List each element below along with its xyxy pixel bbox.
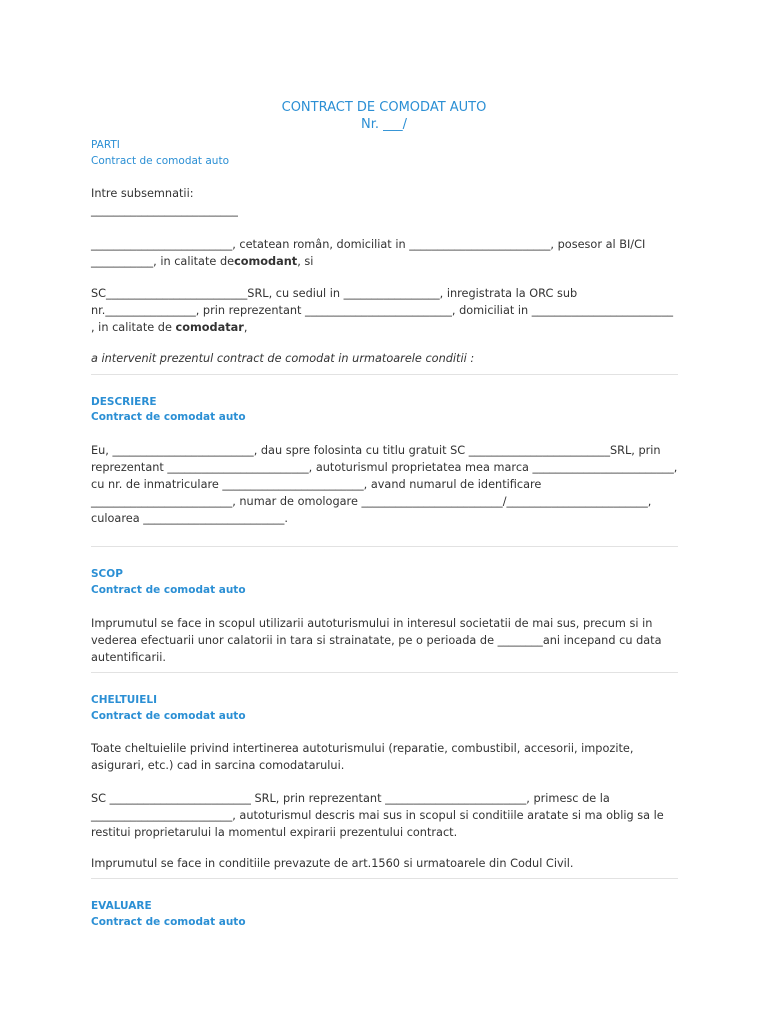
document-title: CONTRACT DE COMODAT AUTO [281, 100, 487, 115]
section-divider [91, 374, 678, 375]
contract-number: Nr. ___/ [360, 117, 408, 132]
section-subheading-descriere: Contract de comodat auto [91, 411, 246, 423]
cheltuieli-paragraph-2: SC _________________________ SRL, prin reprezentant _________________________, primesc de la _________________________, autoturismul descris mai sus in scopul si conditiile aratate si ma oblig sa le restitui proprietarului la momentul expirarii prezentului contract. [91, 792, 668, 839]
parti-comodant-paragraph: _________________________, cetatean român, domiciliat in _________________________, posesor al BI/CI ___________, in calitate decomodant, si [91, 238, 649, 268]
section-heading-evaluare: EVALUARE [91, 900, 152, 912]
comodatar-term: comodatar [175, 321, 244, 334]
section-subheading-cheltuieli: Contract de comodat auto [91, 710, 246, 722]
section-divider [91, 878, 678, 879]
comodant-term: comodant [234, 255, 298, 268]
section-heading-cheltuieli: CHELTUIELI [91, 694, 157, 706]
scop-paragraph: Imprumutul se face in scopul utilizarii autoturismului in interesul societatii de mai sus, precum si in vederea efectuarii unor calatorii in tara si strainatate, pe o perioada de ________ani incepand cu data autentificarii. [91, 617, 666, 664]
parti-comodatar-paragraph: SC_________________________SRL, cu sediul in _________________, inregistrata la ORC sub nr.________________, prin reprezentant __________________________, domiciliat in _________________________ , in calitate de comodatar, [91, 287, 677, 334]
cheltuieli-paragraph-3: Imprumutul se face in conditiile prevazute de art.1560 si urmatoarele din Codul Civil. [91, 857, 574, 870]
section-subheading-scop: Contract de comodat auto [91, 584, 246, 596]
parti-intro: Intre subsemnatii: [91, 187, 194, 200]
section-subheading-parti: Contract de comodat auto [91, 155, 230, 167]
section-heading-parti: PARTI [91, 139, 120, 151]
parti-closing: a intervenit prezentul contract de comodat in urmatoarele conditii : [91, 352, 475, 365]
cheltuieli-paragraph-1: Toate cheltuielile privind intertinerea autoturismului (reparatie, combustibil, accesorii, impozite, asigurari, etc.) cad in sarcina comodatarului. [91, 742, 638, 772]
descriere-paragraph: Eu, _________________________, dau spre folosinta cu titlu gratuit SC _________________________SRL, prin reprezentant _________________________, autoturismul proprietatea mea marca _________________________, cu nr. de inmatriculare _________________________, avand numarul de identificare _________________________, numar de omologare _________________________/_________________________, culoarea _________________________. [91, 444, 681, 525]
parti-intro-line: __________________________ [91, 204, 238, 217]
section-subheading-evaluare: Contract de comodat auto [91, 916, 246, 928]
section-heading-descriere: DESCRIERE [91, 396, 157, 408]
section-divider [91, 546, 678, 547]
section-divider [91, 672, 678, 673]
section-heading-scop: SCOP [91, 568, 123, 580]
